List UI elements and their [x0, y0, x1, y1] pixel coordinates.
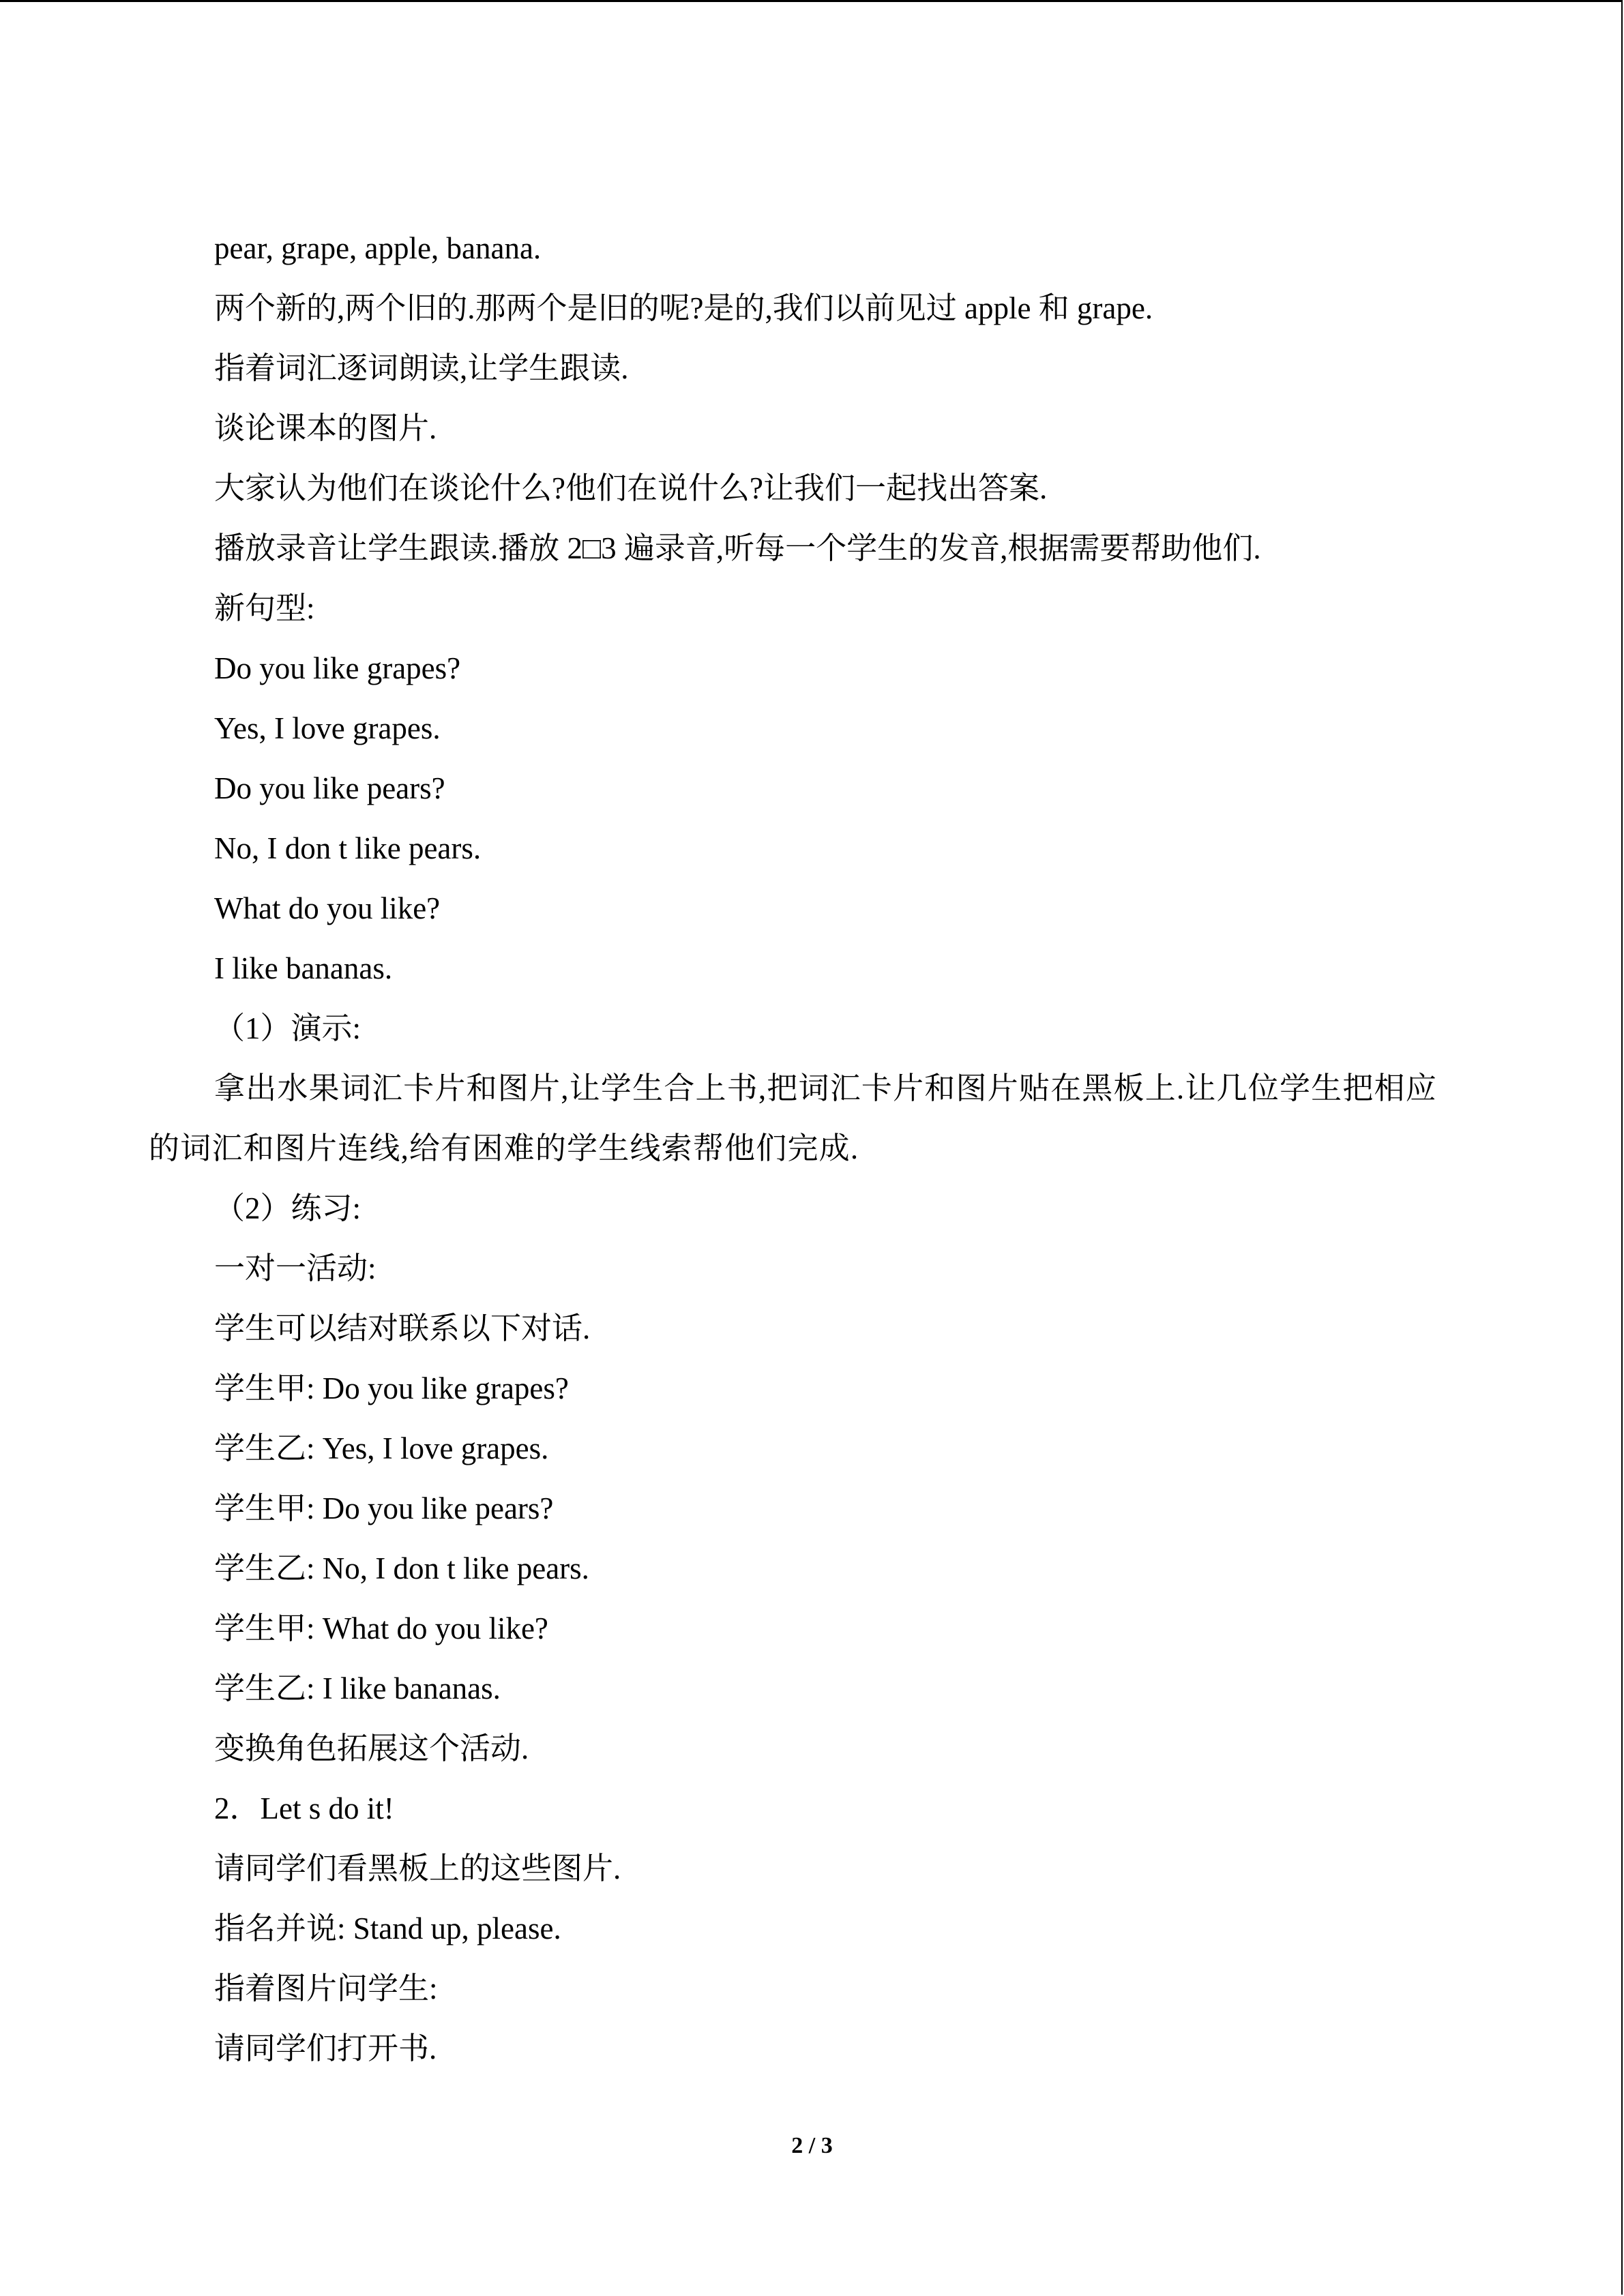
text-line: What do you like?: [214, 891, 441, 925]
text-line: 学生甲: What do you like?: [214, 1611, 548, 1645]
text-line: 请同学们打开书.: [214, 2031, 437, 2066]
text-line: Do you like pears?: [214, 771, 445, 805]
text-line: pear, grape, apple, banana.: [214, 231, 542, 265]
text-line: Do you like grapes?: [214, 651, 461, 685]
text-line: 指着词汇逐词朗读,让学生跟读.: [214, 351, 629, 385]
text-line: 指着图片问学生:: [214, 1971, 438, 2006]
paragraph: 拿出水果词汇卡片和图片,让学生合上书,把词汇卡片和图片贴在黑板上.让几位学生把相应的词汇和图片连线,给有困难的学生线索帮他们完成.: [149, 1071, 1437, 1165]
text-line: （2）练习:: [214, 1191, 361, 1225]
text-line: No, I don t like pears.: [214, 831, 482, 865]
text-line: I like bananas.: [214, 951, 393, 985]
text-line: 学生乙: I like bananas.: [214, 1671, 501, 1705]
text-line: 学生甲: Do you like pears?: [214, 1491, 554, 1525]
text-line: 学生乙: Yes, I love grapes.: [214, 1431, 549, 1465]
text-line: （1）演示:: [214, 1011, 361, 1045]
text-line: 学生乙: No, I don t like pears.: [214, 1551, 589, 1585]
text-line: 一对一活动:: [214, 1251, 377, 1285]
text-line: 播放录音让学生跟读.播放 2□3 遍录音,听每一个学生的发音,根据需要帮助他们.: [214, 531, 1261, 565]
page-number: 2 / 3: [791, 2133, 833, 2158]
text-line: 大家认为他们在谈论什么?他们在说什么?让我们一起找出答案.: [214, 471, 1048, 505]
text-line: 学生可以结对联系以下对话.: [214, 1311, 591, 1345]
text-line: 变换角色拓展这个活动.: [214, 1731, 529, 1765]
text-line: 指名并说: Stand up, please.: [214, 1911, 561, 1945]
text-line: Yes, I love grapes.: [214, 711, 441, 745]
text-line: 学生甲: Do you like grapes?: [214, 1371, 569, 1405]
text-line: 两个新的,两个旧的.那两个是旧的呢?是的,我们以前见过 apple 和 grape.: [214, 291, 1153, 325]
document-body: [149, 218, 1458, 2078]
text-line: 谈论课本的图片.: [214, 411, 437, 445]
text-line: 2．Let s do it!: [214, 1791, 394, 1825]
text-line: 请同学们看黑板上的这些图片.: [214, 1851, 621, 1885]
text-line: 新句型:: [214, 591, 315, 625]
